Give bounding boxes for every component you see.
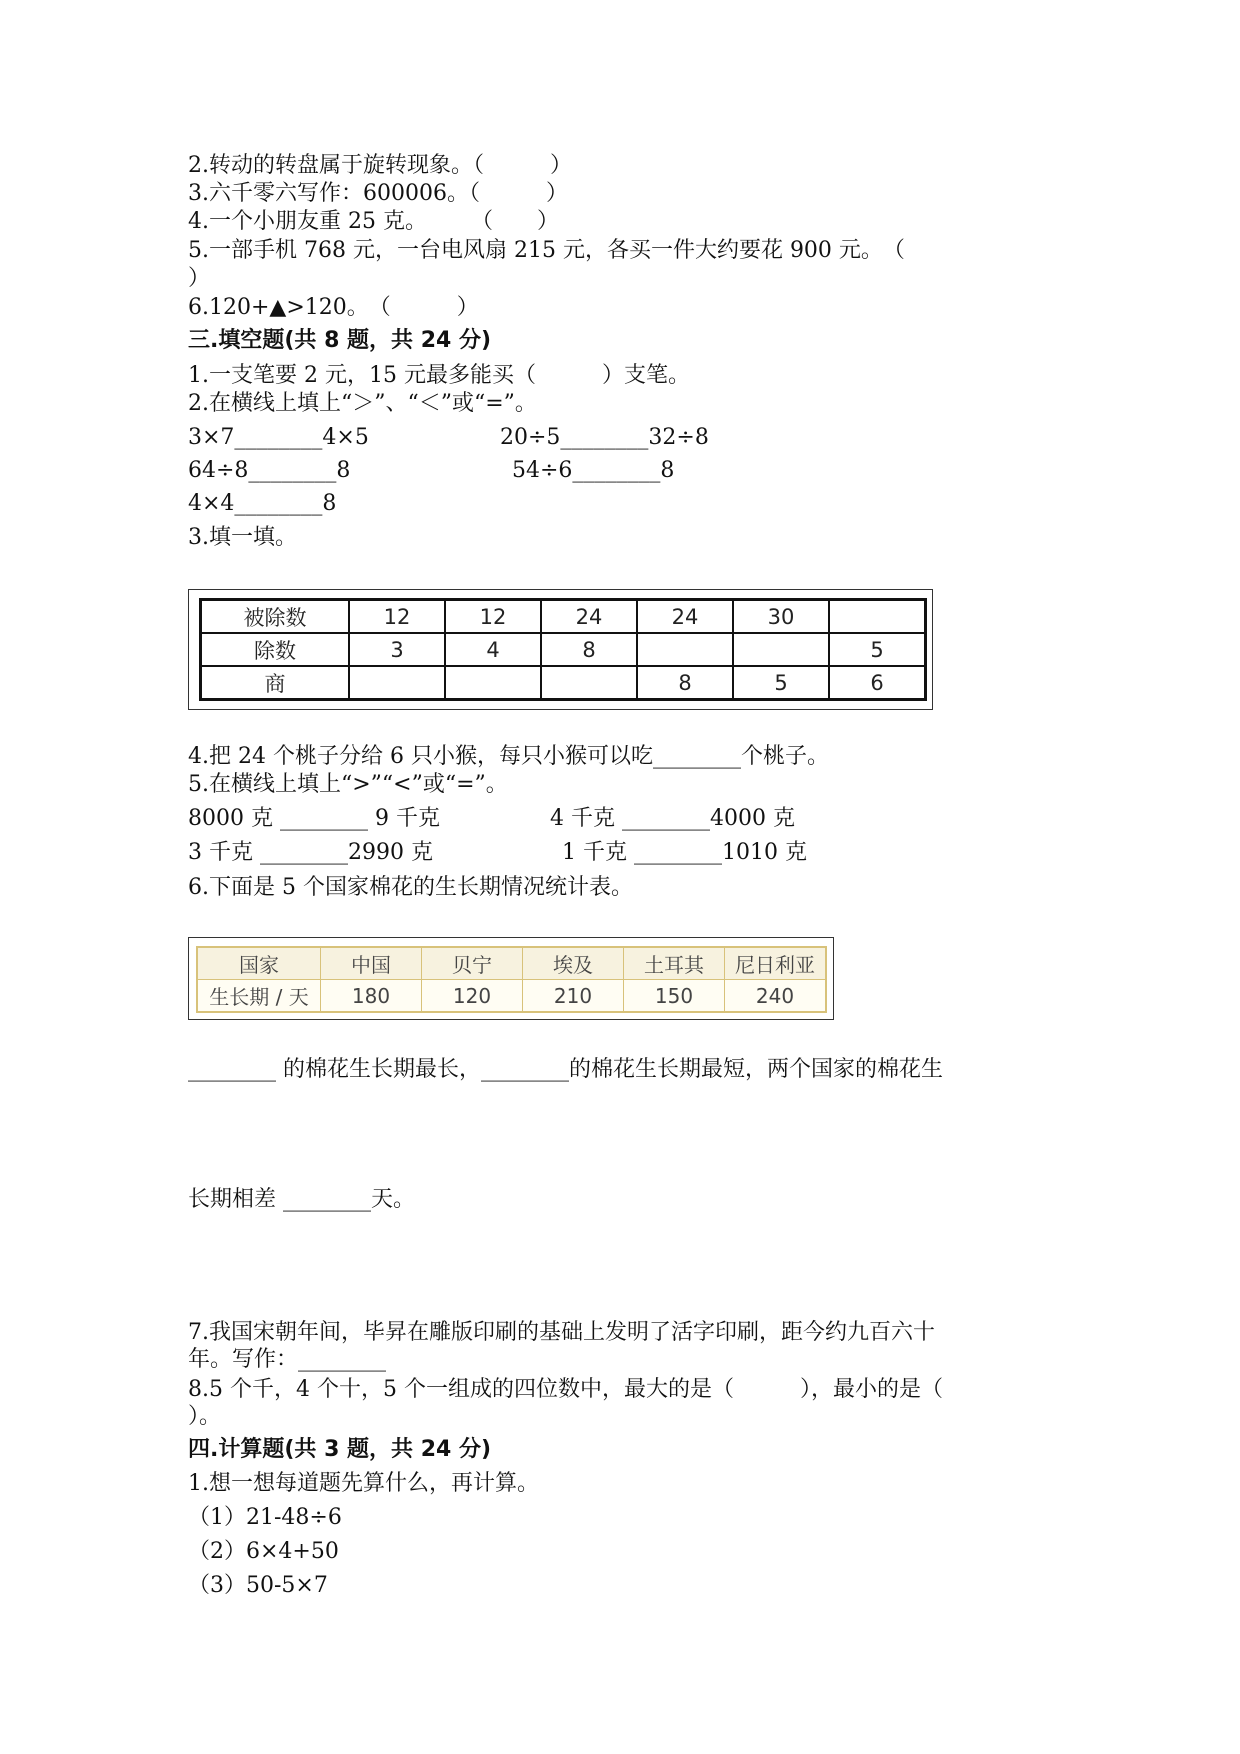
judge-q4: 4.一个小朋友重 25 克。 （ ） — [188, 209, 559, 234]
table-cell — [541, 666, 637, 700]
table-cell — [829, 600, 926, 634]
table-row — [201, 633, 926, 666]
table-cell: 尼日利亚 — [725, 947, 827, 980]
table-cell — [349, 666, 445, 700]
s3-q2-item-c: 64÷8________8 — [188, 458, 351, 483]
cotton-table-frame — [188, 937, 834, 1020]
s4-item: （3）50-5×7 — [188, 1573, 328, 1598]
table-cell: 埃及 — [523, 947, 624, 980]
table-cell: 5 — [733, 666, 829, 700]
table-cell: 5 — [829, 633, 926, 666]
s3-q6: 6.下面是 5 个国家棉花的生长期情况统计表。 — [188, 875, 633, 900]
s3-q3: 3.填一填。 — [188, 525, 297, 550]
division-table-frame — [188, 589, 933, 710]
table-cell: 被除数 — [201, 600, 350, 634]
table-cell: 中国 — [321, 947, 422, 980]
section3-title: 三.填空题(共 8 题，共 24 分) — [188, 328, 492, 353]
s3-q2-item-a: 3×7________4×5 — [188, 425, 369, 450]
table-cell — [733, 633, 829, 666]
s4-q1: 1.想一想每道题先算什么，再计算。 — [188, 1471, 539, 1496]
s3-q5: 5.在横线上填上“>”“<”或“=”。 — [188, 772, 508, 797]
judge-q5-line1: 5.一部手机 768 元，一台电风扇 215 元，各买一件大约要花 900 元。 （ — [188, 238, 905, 263]
s4-item: （1）21-48÷6 — [188, 1505, 342, 1530]
table-cell: 150 — [624, 980, 725, 1013]
table-cell: 120 — [422, 980, 523, 1013]
s3-q7-line1: 7.我国宋朝年间，毕昇在雕版印刷的基础上发明了活字印刷，距今约九百六十 — [188, 1320, 935, 1345]
division-table — [199, 598, 927, 701]
s3-q8-line1: 8.5 个千，4 个十，5 个一组成的四位数中，最大的是（ ），最小的是（ — [188, 1377, 943, 1402]
table-cell: 除数 — [201, 633, 350, 666]
table-cell: 商 — [201, 666, 350, 700]
table-cell: 6 — [829, 666, 926, 700]
s3-q6-line1: ________ 的棉花生长期最长，________的棉花生长期最短，两个国家的棉花生 — [188, 1057, 943, 1082]
table-cell: 30 — [733, 600, 829, 634]
s3-q2-item-d: 54÷6________8 — [512, 458, 675, 483]
s4-item: （2）6×4+50 — [188, 1539, 339, 1564]
table-cell: 12 — [445, 600, 541, 634]
table-cell: 210 — [523, 980, 624, 1013]
table-cell: 8 — [637, 666, 733, 700]
s3-q2-item-e: 4×4________8 — [188, 491, 337, 516]
s3-q5-item-c: 3 千克 ________2990 克 — [188, 840, 433, 865]
table-cell: 4 — [445, 633, 541, 666]
table-row — [201, 600, 926, 634]
judge-q2: 2.转动的转盘属于旋转现象。（ ） — [188, 153, 572, 178]
s3-q5-item-a: 8000 克 ________ 9 千克 — [188, 806, 440, 831]
table-cell — [445, 666, 541, 700]
s3-q5-item-d: 1 千克 ________1010 克 — [562, 840, 807, 865]
table-cell: 12 — [349, 600, 445, 634]
s3-q6-line2: 长期相差 ________天。 — [188, 1187, 415, 1212]
table-cell: 3 — [349, 633, 445, 666]
table-cell — [637, 633, 733, 666]
s3-q7-line2: 年。写作：________ — [188, 1347, 387, 1372]
table-cell: 8 — [541, 633, 637, 666]
table-cell: 贝宁 — [422, 947, 523, 980]
table-cell: 国家 — [197, 947, 321, 980]
judge-q6: 6.120+▲>120。 （ ） — [188, 295, 479, 320]
table-row — [201, 666, 926, 700]
table-row — [197, 947, 826, 980]
table-row — [197, 980, 826, 1013]
judge-q3: 3.六千零六写作：600006。（ ） — [188, 181, 568, 206]
table-cell: 180 — [321, 980, 422, 1013]
table-cell: 24 — [541, 600, 637, 634]
s3-q2-item-b: 20÷5________32÷8 — [500, 425, 709, 450]
s3-q4: 4.把 24 个桃子分给 6 只小猴，每只小猴可以吃________个桃子。 — [188, 744, 829, 769]
s3-q8-line2: ）。 — [188, 1404, 222, 1429]
section4-title: 四.计算题(共 3 题，共 24 分) — [188, 1437, 492, 1462]
s3-q5-item-b: 4 千克 ________4000 克 — [550, 806, 795, 831]
cotton-growth-table — [196, 946, 827, 1013]
table-cell: 24 — [637, 600, 733, 634]
table-cell: 土耳其 — [624, 947, 725, 980]
table-cell: 240 — [725, 980, 827, 1013]
judge-q5-line2: ） — [188, 266, 211, 291]
s3-q1: 1.一支笔要 2 元，15 元最多能买（ ）支笔。 — [188, 363, 690, 388]
table-cell: 生长期 / 天 — [197, 980, 321, 1013]
s3-q2: 2.在横线上填上“＞”、“＜”或“=”。 — [188, 391, 537, 416]
